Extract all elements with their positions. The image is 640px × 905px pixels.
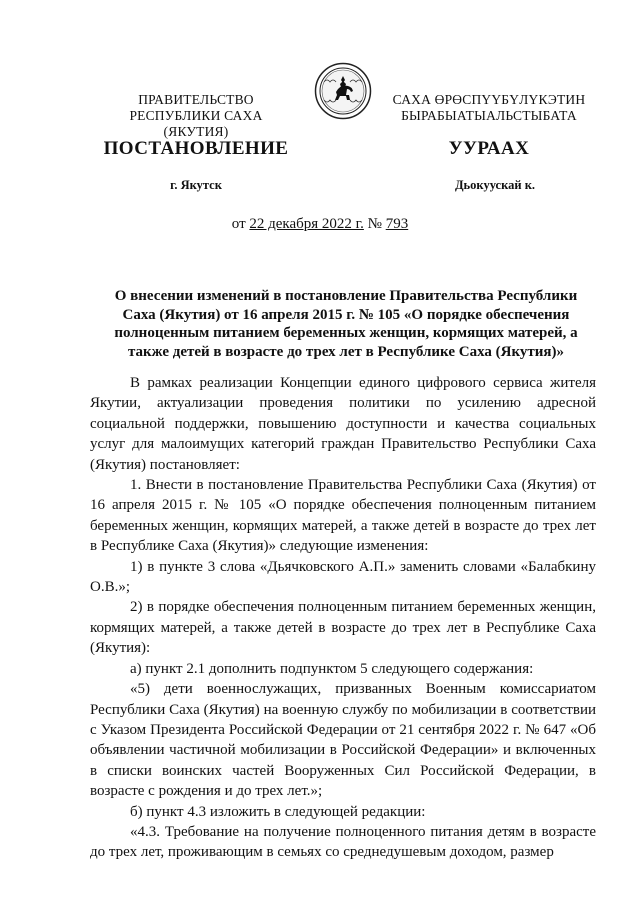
document-type-ru: ПОСТАНОВЛЕНИЕ — [103, 138, 289, 159]
issuer-sah — [384, 92, 594, 124]
issuer-ru-line2: РЕСПУБЛИКИ САХА (ЯКУТИЯ) — [129, 108, 263, 139]
body-paragraph: «4.3. Требование на получение полноценного питания детям в возрасте до трех лет, проживающим в семьях со среднедушевым доходом, размер — [90, 823, 596, 861]
decree-date-number — [0, 216, 640, 233]
issuer-sah-line1: САХА ӨРӨСПҮҮБҮЛҮКЭТИН — [392, 92, 586, 107]
issuer-sah-line2: БЫРАБЫАТЫАЛЬСТЫБАТА — [401, 108, 577, 123]
decree-prefix: от — [231, 216, 250, 232]
body-paragraph: а) пункт 2.1 дополнить подпунктом 5 следующего содержания: — [130, 660, 534, 677]
decree-number: 793 — [385, 216, 409, 232]
coat-of-arms-emblem-icon — [314, 62, 372, 120]
document-type-sah: УУРААХ — [448, 138, 530, 159]
issuer-ru-line1: ПРАВИТЕЛЬСТВО — [138, 92, 254, 107]
decree-date: 22 декабря 2022 г. — [249, 216, 364, 232]
body-paragraph: «5) дети военнослужащих, призванных Военным комиссариатом Республики Саха (Якутия) на военную службу по мобилизации в соответствии с Указом Президента Российской Федерации от 21 сентября 2022 г. № 647 «Об объявлении частичной мобилизации в Российской Федерации» и включенных в списки воинских частей Вооруженных Сил Российской Федерации, в возрасте с рождения и до трех лет.»; — [90, 681, 596, 800]
city-sah: Дьокуускай к. — [454, 178, 536, 192]
issuer-ru — [96, 92, 296, 140]
decree-body — [90, 373, 596, 863]
city-ru: г. Якутск — [170, 178, 222, 192]
body-paragraph: 2) в порядке обеспечения полноценным питанием беременных женщин, кормящих матерей, а также детей в возрасте до трех лет в Республике Саха (Якутия): — [90, 599, 596, 657]
body-paragraph: 1) в пункте 3 слова «Дьячковского А.П.» заменить словами «Балабкину О.В.»; — [90, 558, 596, 596]
body-paragraph: В рамках реализации Концепции единого цифрового сервиса жителя Якутии, актуализации проведения политики по усилению адресной социальной поддержки, повышению доступности и качества социальных услуг для малоимущих категорий граждан Правительство Республики Саха (Якутия) постановляет: — [90, 375, 596, 473]
decree-number-sign: № — [363, 216, 386, 232]
decree-subject: О внесении изменений в постановление Правительства Республики Саха (Якутия) от 16 апреля 2015 г. № 105 «О порядке обеспечения полноценным питанием беременных женщин, кормящих матерей, а также детей в возрасте до трех лет в Республике Саха (Якутия)» — [114, 288, 578, 360]
body-paragraph: 1. Внести в постановление Правительства Республики Саха (Якутия) от 16 апреля 2015 г. № 105 «О порядке обеспечения полноценным питанием беременных женщин, кормящих матерей, а также детей в возрасте до трех лет в Республике Саха (Якутия)» следующие изменения: — [90, 477, 596, 555]
body-paragraph: б) пункт 4.3 изложить в следующей редакции: — [130, 803, 426, 820]
